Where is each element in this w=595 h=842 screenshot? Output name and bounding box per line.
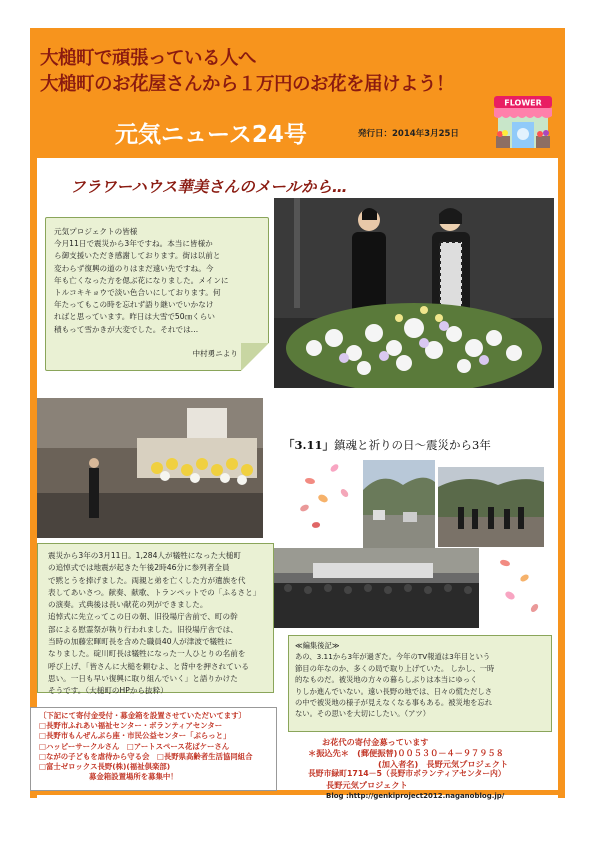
flower-shop-illustration	[494, 90, 552, 152]
report-line: 表してあいさつ。献奏、献歌、トランペットでの「ふるさと」	[48, 587, 261, 597]
editorial-line: あの、3.11から3年が過ぎた。今年のTV報道は3年目という	[295, 652, 491, 662]
email-line: 元気プロジェクトの皆様	[54, 227, 138, 236]
petal-decoration	[317, 493, 329, 505]
email-line: 年も亡くなった方を偲ぶ花になりました。メインに	[54, 275, 229, 285]
report-line: 追悼式に先立ってこの日の朝、旧役場庁舎前で、町の幹	[48, 612, 238, 622]
headline-line-2: 大槌町のお花屋さんから１万円のお花を届けよう！	[40, 74, 455, 95]
memorial-caption	[283, 437, 491, 453]
contact-line: 長野市緑町1714－5（長野市ボランティアセンター内）	[308, 769, 506, 779]
email-line: 変わらず復興の道のりはまだ遠い先ですね。今	[54, 263, 214, 273]
report-line: の演奏。式典後は長い献花の列ができました。	[48, 600, 208, 610]
donation-box-locations	[30, 707, 277, 791]
report-line: そうです。（大槌町のHPから抜粋）	[48, 686, 168, 696]
frame-left	[30, 158, 37, 798]
photo-ceremony-audience	[273, 548, 479, 628]
editorial-line: りしか進んでいない。遠い長野の地では、日々の慌ただしさ	[295, 686, 493, 696]
memorial-caption-text: 鎮魂と祈りの日～震災から3年	[334, 438, 491, 452]
contact-line: (加入者名) 長野元気プロジェクト	[378, 758, 509, 769]
editorial-line: ない。その思いを大切にしたい。（アツ）	[295, 709, 430, 719]
photo-town-view	[363, 460, 435, 548]
email-line: ら御支援いただき感謝しております。街は以前と	[54, 251, 221, 261]
editorial-line: 的なものだ。被災地の方々の暮らしぶりは本当にゆっく	[295, 675, 478, 685]
email-line: 年たってもこの時を忘れず語り継いでいかなけ	[54, 300, 214, 310]
report-line: なりました。碇川町長は犠牲になった一人ひとりの名前を	[48, 649, 246, 659]
frame-right	[558, 158, 565, 798]
report-line: 部による慰霊祭が執り行われました。旧役場庁舎では、	[48, 624, 238, 634]
issue-date: 発行日：2014年3月25日	[358, 129, 459, 139]
email-line: トルコキキョウで淡い色合いにしております。何	[54, 288, 221, 298]
blog-link[interactable]: Blog :http://genkiproject2012.naganoblog.jp/	[326, 791, 505, 800]
petal-decoration	[529, 603, 540, 613]
donation-item: □富士ゼロックス長野(株)(福祉倶楽部)	[39, 762, 171, 772]
email-line: 積もって雪かきが大変でした。それでは…	[54, 324, 199, 334]
photo-flower-arrangement	[274, 198, 554, 388]
report-body	[48, 550, 270, 698]
petal-decoration	[504, 589, 516, 601]
report-line: 思い。一日も早い復興に取り組んでいく」と語りかけた	[48, 673, 238, 683]
memorial-caption-date: 「3.11」	[283, 438, 335, 452]
report-line: 震災から3年の3月11日。1,284人が犠牲になった大槌町	[48, 551, 241, 560]
contact-line: 長野元気プロジェクト	[326, 780, 408, 791]
donation-item: □長野市ふれあい福祉センター・ボランティアセンター	[39, 721, 223, 731]
editorial-note	[288, 635, 552, 732]
petal-decoration	[312, 521, 321, 528]
contact-line: お花代の寄付金募っています	[322, 737, 429, 747]
petal-decoration	[299, 504, 309, 512]
petal-decoration	[519, 574, 530, 583]
email-line: ればと思っています。昨日は大雪で50㎝くらい	[54, 312, 215, 322]
donation-item: □長野市もんぜんぷら座・市民公益センター「ぷらっと」	[39, 731, 231, 741]
petal-decoration	[340, 488, 350, 499]
email-signature: 中村勇ニより	[192, 349, 238, 358]
contact-info	[308, 737, 558, 802]
petal-decoration	[499, 558, 511, 568]
contact-line: ＊振込先＊ (郵便振替)００５３０－４－９７９５８	[308, 747, 504, 758]
photo-memorial-hall	[37, 398, 263, 538]
photo-outdoor-prayer	[438, 467, 544, 547]
editorial-line: 節目の年なのか、多くの局で取り上げていた。 しかし、一時	[295, 663, 495, 673]
shop-sign-text: FLOWER	[504, 98, 542, 108]
report-line: で黙とうを捧げました。両親と弟を亡くした方が遺族を代	[48, 575, 246, 585]
issue-title: 元気ニュース24号	[115, 122, 307, 148]
editorial-body	[295, 640, 545, 720]
page-fold	[241, 343, 269, 371]
email-body	[54, 226, 262, 336]
report-line: の追悼式では地震が起きた午後2時46分に参列者全員	[48, 563, 230, 573]
editorial-heading: ≪編集後記≫	[295, 641, 340, 650]
report-line: 呼び上げ、「皆さんに大槌を頼むよ、と背中を押されている	[48, 661, 249, 671]
section-title: フラワーハウス華美さんのメールから…	[70, 178, 348, 196]
donation-item: □ハッピーサークルさん □アートスペース花ぱケーさん	[39, 741, 230, 751]
donation-item: □ながの子どもを虐待から守る会 □長野県高齢者生活協同組合	[39, 751, 253, 761]
headline-line-1: 大槌町で頑張っている人へ	[40, 48, 257, 69]
petal-decoration	[329, 463, 340, 473]
petal-decoration	[304, 476, 315, 485]
editorial-line: の中で被災地の様子が見えなくなる事もある。被災地を忘れ	[295, 698, 493, 708]
donation-body	[39, 711, 253, 782]
email-line: 今月11日で震災から3年ですね。本当に皆様か	[54, 239, 213, 249]
report-line: 当時の加藤宏暉町長を含めた職員40人が津波で犠牲に	[48, 637, 233, 647]
donation-footer: 募金箱設置場所を募集中！	[89, 772, 178, 782]
donation-heading: 〔下記にて寄付金受付・募金箱を設置させていただいてます〕	[39, 711, 246, 720]
memorial-report	[37, 543, 274, 696]
email-note	[45, 217, 269, 371]
